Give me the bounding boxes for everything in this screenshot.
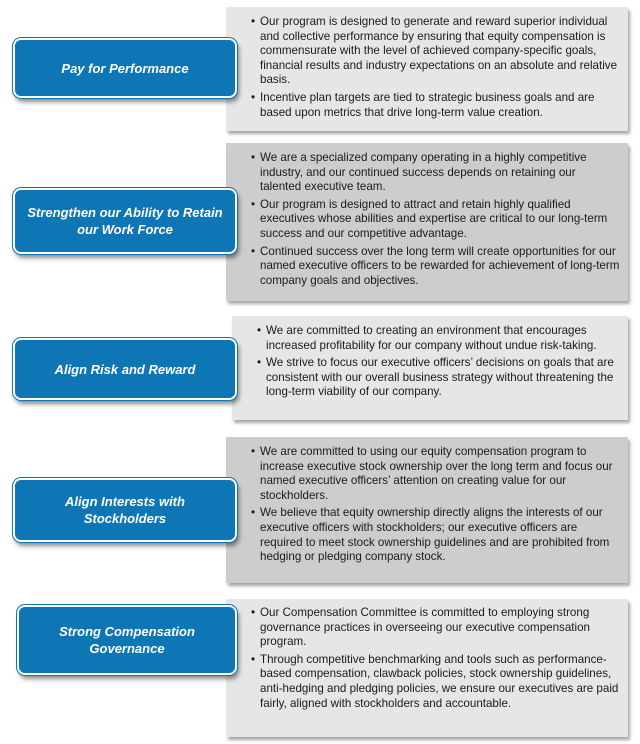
section-5-bullet-1: • Our Compensation Committee is committed to employing strong governance practices in overseeing our executive compensation program. (250, 606, 620, 650)
section-5-bullet-2: • Through competitive benchmarking and tools such as performance-based compensation, clawback policies, stock ownership guidelines, anti-hedging and pledging policies, we ensure our executives are paid fairly, aligned with stockholders and accountable. (250, 653, 620, 711)
section-3-bullets (256, 324, 620, 400)
section-2-bullet-1: • We are a specialized company operating in a highly competitive industry, and our continued success depends on retaining our talented executive team. (250, 151, 620, 195)
section-4-bullet-2: • We believe that equity ownership directly aligns the interests of our executive officers with stockholders; our executive officers are required to meet stock ownership guidelines and are prohibited from hedging or pledging company stock. (250, 506, 620, 564)
section-5-title: Strong Compensation Governance (17, 605, 237, 675)
section-5-panel (226, 599, 628, 737)
section-4-bullets (250, 445, 620, 565)
section-2-bullets (250, 151, 620, 288)
section-2-panel (226, 143, 628, 301)
section-3-bullet-2: • We strive to focus our executive officers’ decisions on goals that are consistent with our overall business strategy without threatening the long-term viability of our company. (256, 356, 620, 400)
section-1-bullet-2: • Incentive plan targets are tied to strategic business goals and are based upon metrics that drive long-term value creation. (250, 91, 620, 120)
section-2-title: Strengthen our Ability to Retain our Work Force (13, 188, 237, 254)
section-2-bullet-3: • Continued success over the long term will create opportunities for our named executive officers to be rewarded for achievement of long-term company goals and objectives. (250, 245, 620, 289)
section-3-title: Align Risk and Reward (13, 338, 237, 400)
section-5-bullets (250, 606, 620, 711)
section-1-title: Pay for Performance (13, 38, 237, 98)
section-3-bullet-1: • We are committed to creating an environment that encourages increased profitability for our company without undue risk-taking. (256, 324, 620, 353)
section-4-title: Align Interests with Stockholders (13, 478, 237, 542)
section-2-bullet-2: • Our program is designed to attract and retain highly qualified executives whose abilities and expertise are critical to our long-term success and our competitive advantage. (250, 198, 620, 242)
section-4-bullet-1: • We are committed to using our equity compensation program to increase executive stock ownership over the long term and focus our named executive officers’ attention on creating value for our stockholders. (250, 445, 620, 503)
section-1-panel (226, 7, 628, 131)
section-1-bullet-1: • Our program is designed to generate and reward superior individual and collective performance by ensuring that equity compensation is commensurate with the level of achieved company-specific goals, financial results and industry expectations on an absolute and relative basis. (250, 15, 620, 88)
section-4-panel (226, 437, 628, 583)
section-3-panel (232, 316, 628, 420)
section-1-bullets (250, 15, 620, 120)
